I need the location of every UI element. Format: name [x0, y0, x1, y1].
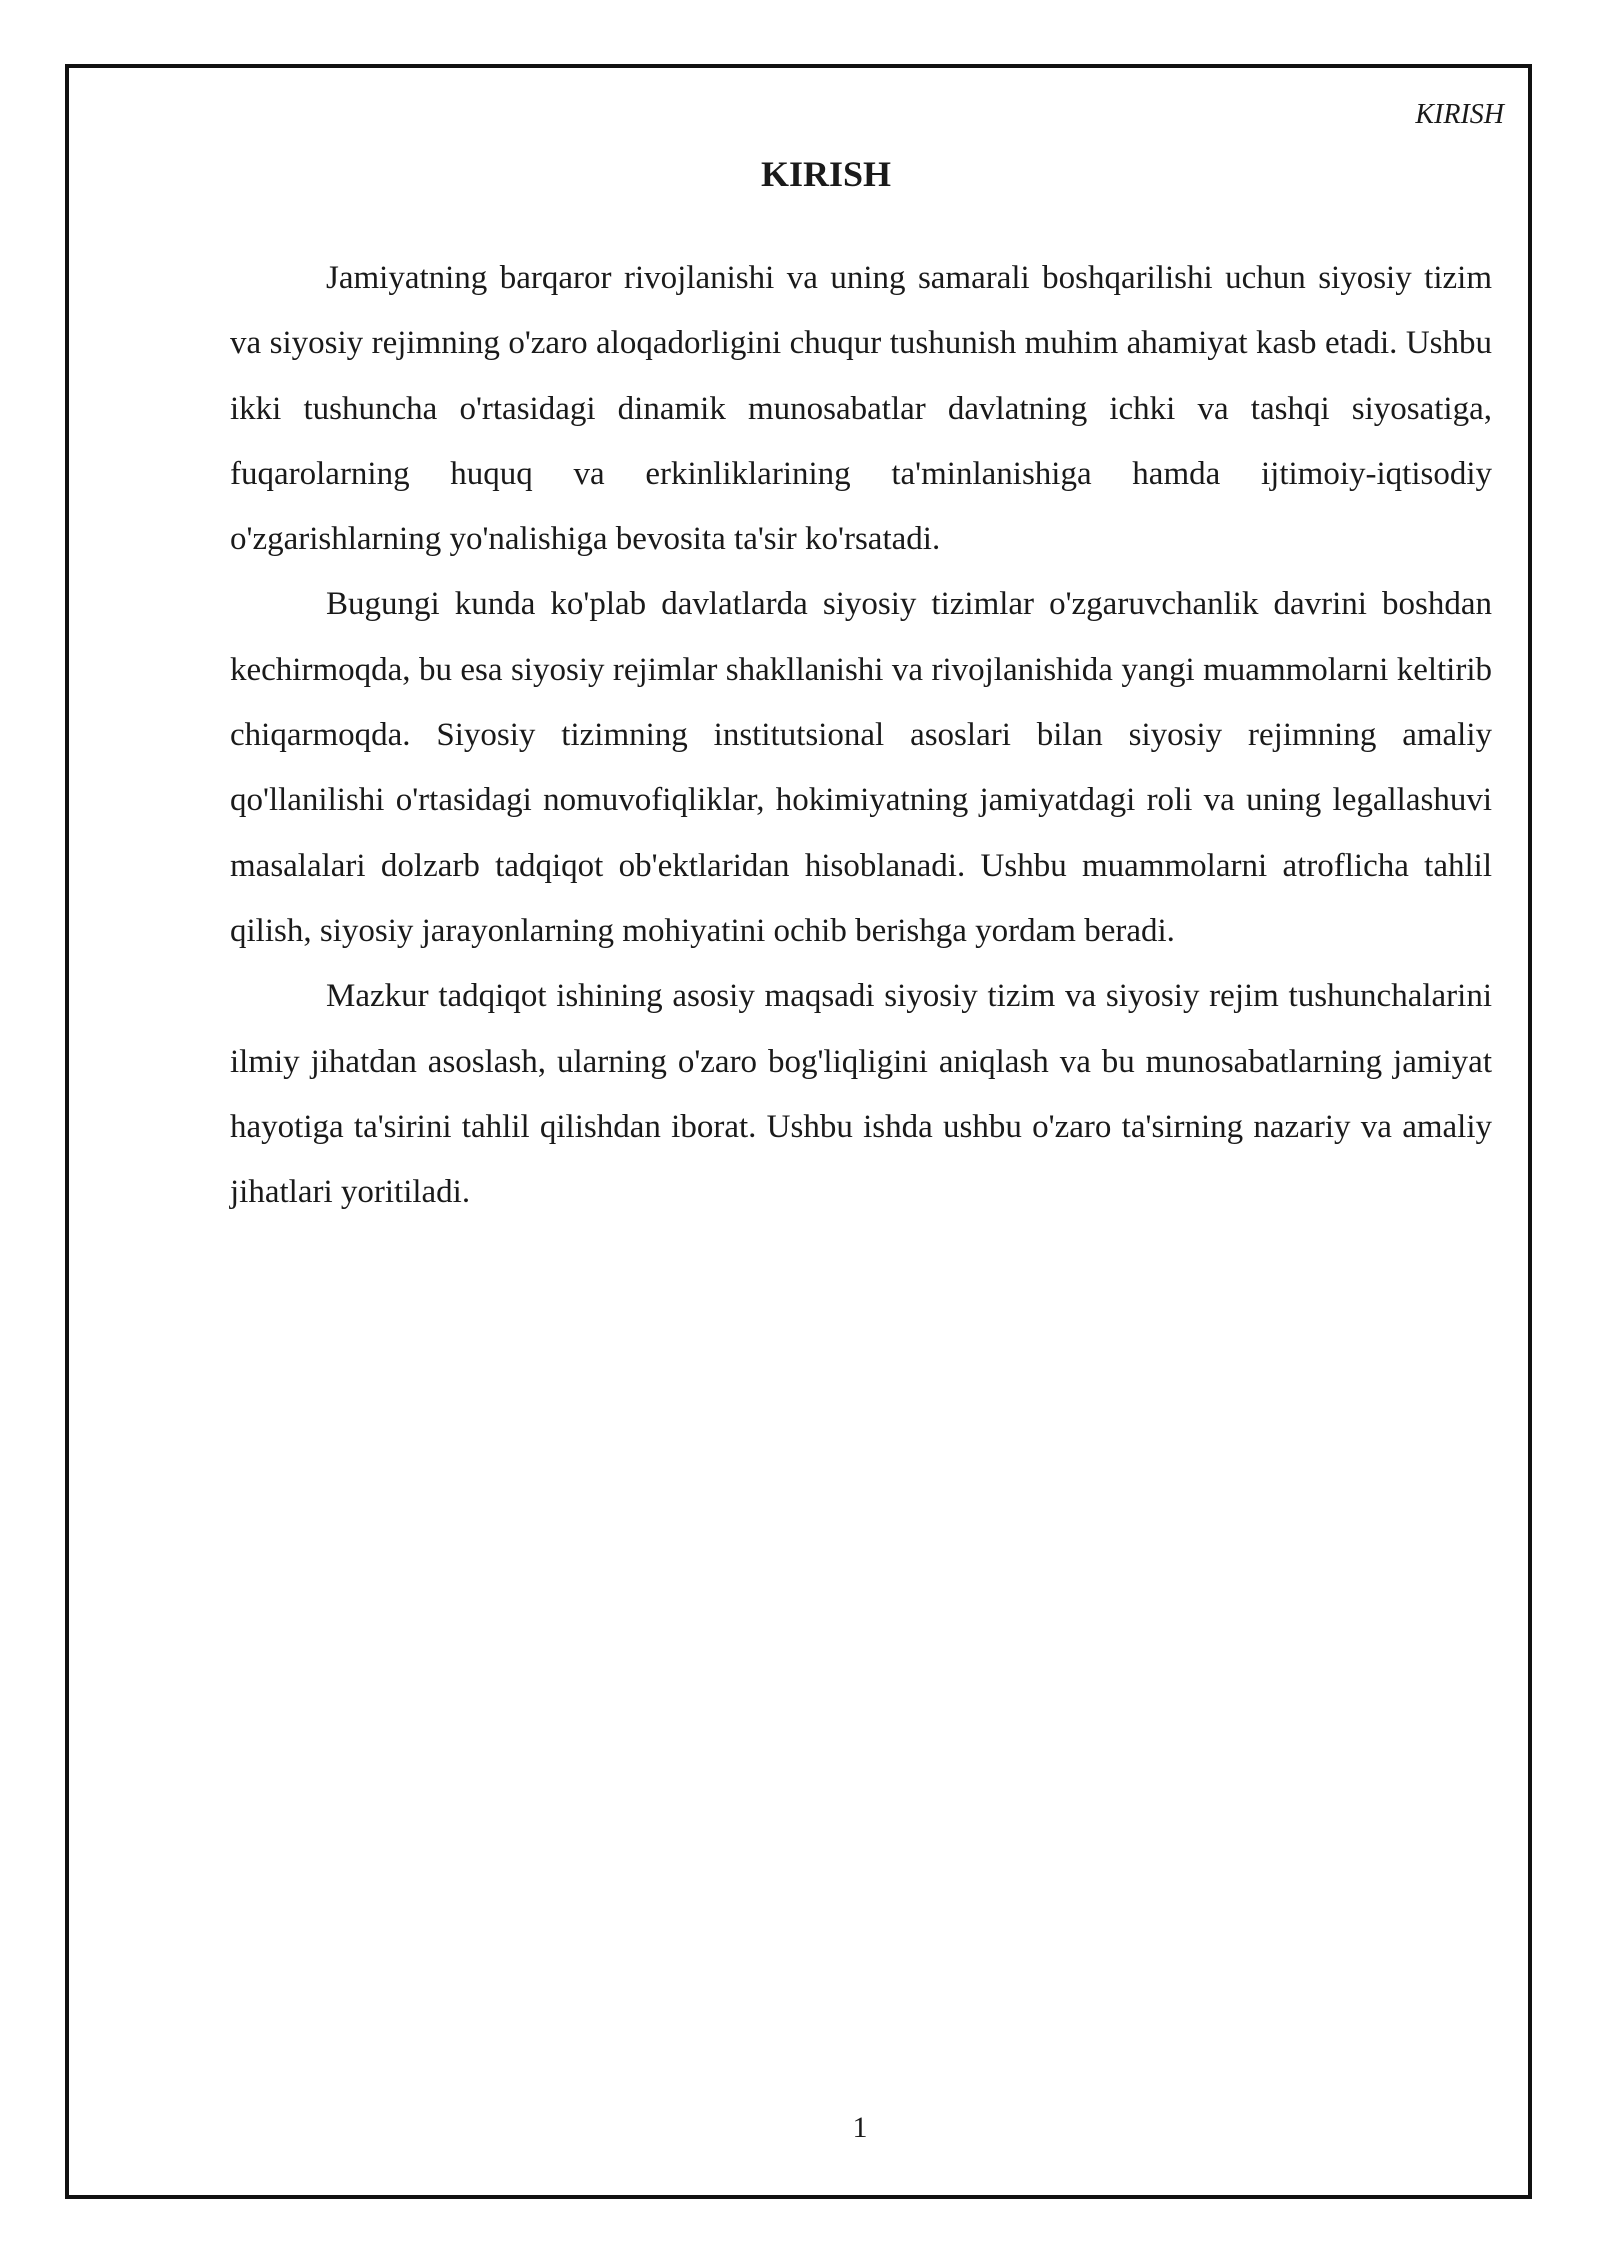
section-title: KIRISH — [760, 154, 892, 194]
paragraph: Mazkur tadqiqot ishining asosiy maqsadi siyosiy tizim va siyosiy rejim tushunchalarini ilmiy jihatdan asoslash, ularning o'zaro bog'liqligini aniqlash va bu munosabatlarning jamiyat hayotiga ta'sirini tahlil qilishdan iborat. Ushbu ishda ushbu o'zaro ta'sirning nazariy va amaliy jihatlari yoritiladi. — [230, 978, 1492, 1211]
page-number: 1 — [852, 2111, 868, 2144]
body-text — [230, 246, 1492, 1225]
running-header: KIRISH — [1415, 99, 1504, 130]
paragraph: Jamiyatning barqaror rivojlanishi va uning samarali boshqarilishi uchun siyosiy tizim va siyosiy rejimning o'zaro aloqadorligini chuqur tushunish muhim ahamiyat kasb etadi. Ushbu ikki tushuncha o'rtasidagi dinamik munosabatlar davlatning ichki va tashqi siyosatiga, fuqarolarning huquq va erkinliklarining ta'minlanishiga hamda ijtimoiy-iqtisodiy o'zgarishlarning yo'nalishiga bevosita ta'sir ko'rsatadi. — [230, 260, 1492, 558]
paragraph: Bugungi kunda ko'plab davlatlarda siyosiy tizimlar o'zgaruvchanlik davrini boshdan kechirmoqda, bu esa siyosiy rejimlar shakllanishi va rivojlanishida yangi muammolarni keltirib chiqarmoqda. Siyosiy tizimning institutsional asoslari bilan siyosiy rejimning amaliy qo'llanilishi o'rtasidagi nomuvofiqliklar, hokimiyatning jamiyatdagi roli va uning legallashuvi masalalari dolzarb tadqiqot ob'ektlaridan hisoblanadi. Ushbu muammolarni atroflicha tahlil qilish, siyosiy jarayonlarning mohiyatini ochib berishga yordam beradi. — [230, 586, 1492, 949]
